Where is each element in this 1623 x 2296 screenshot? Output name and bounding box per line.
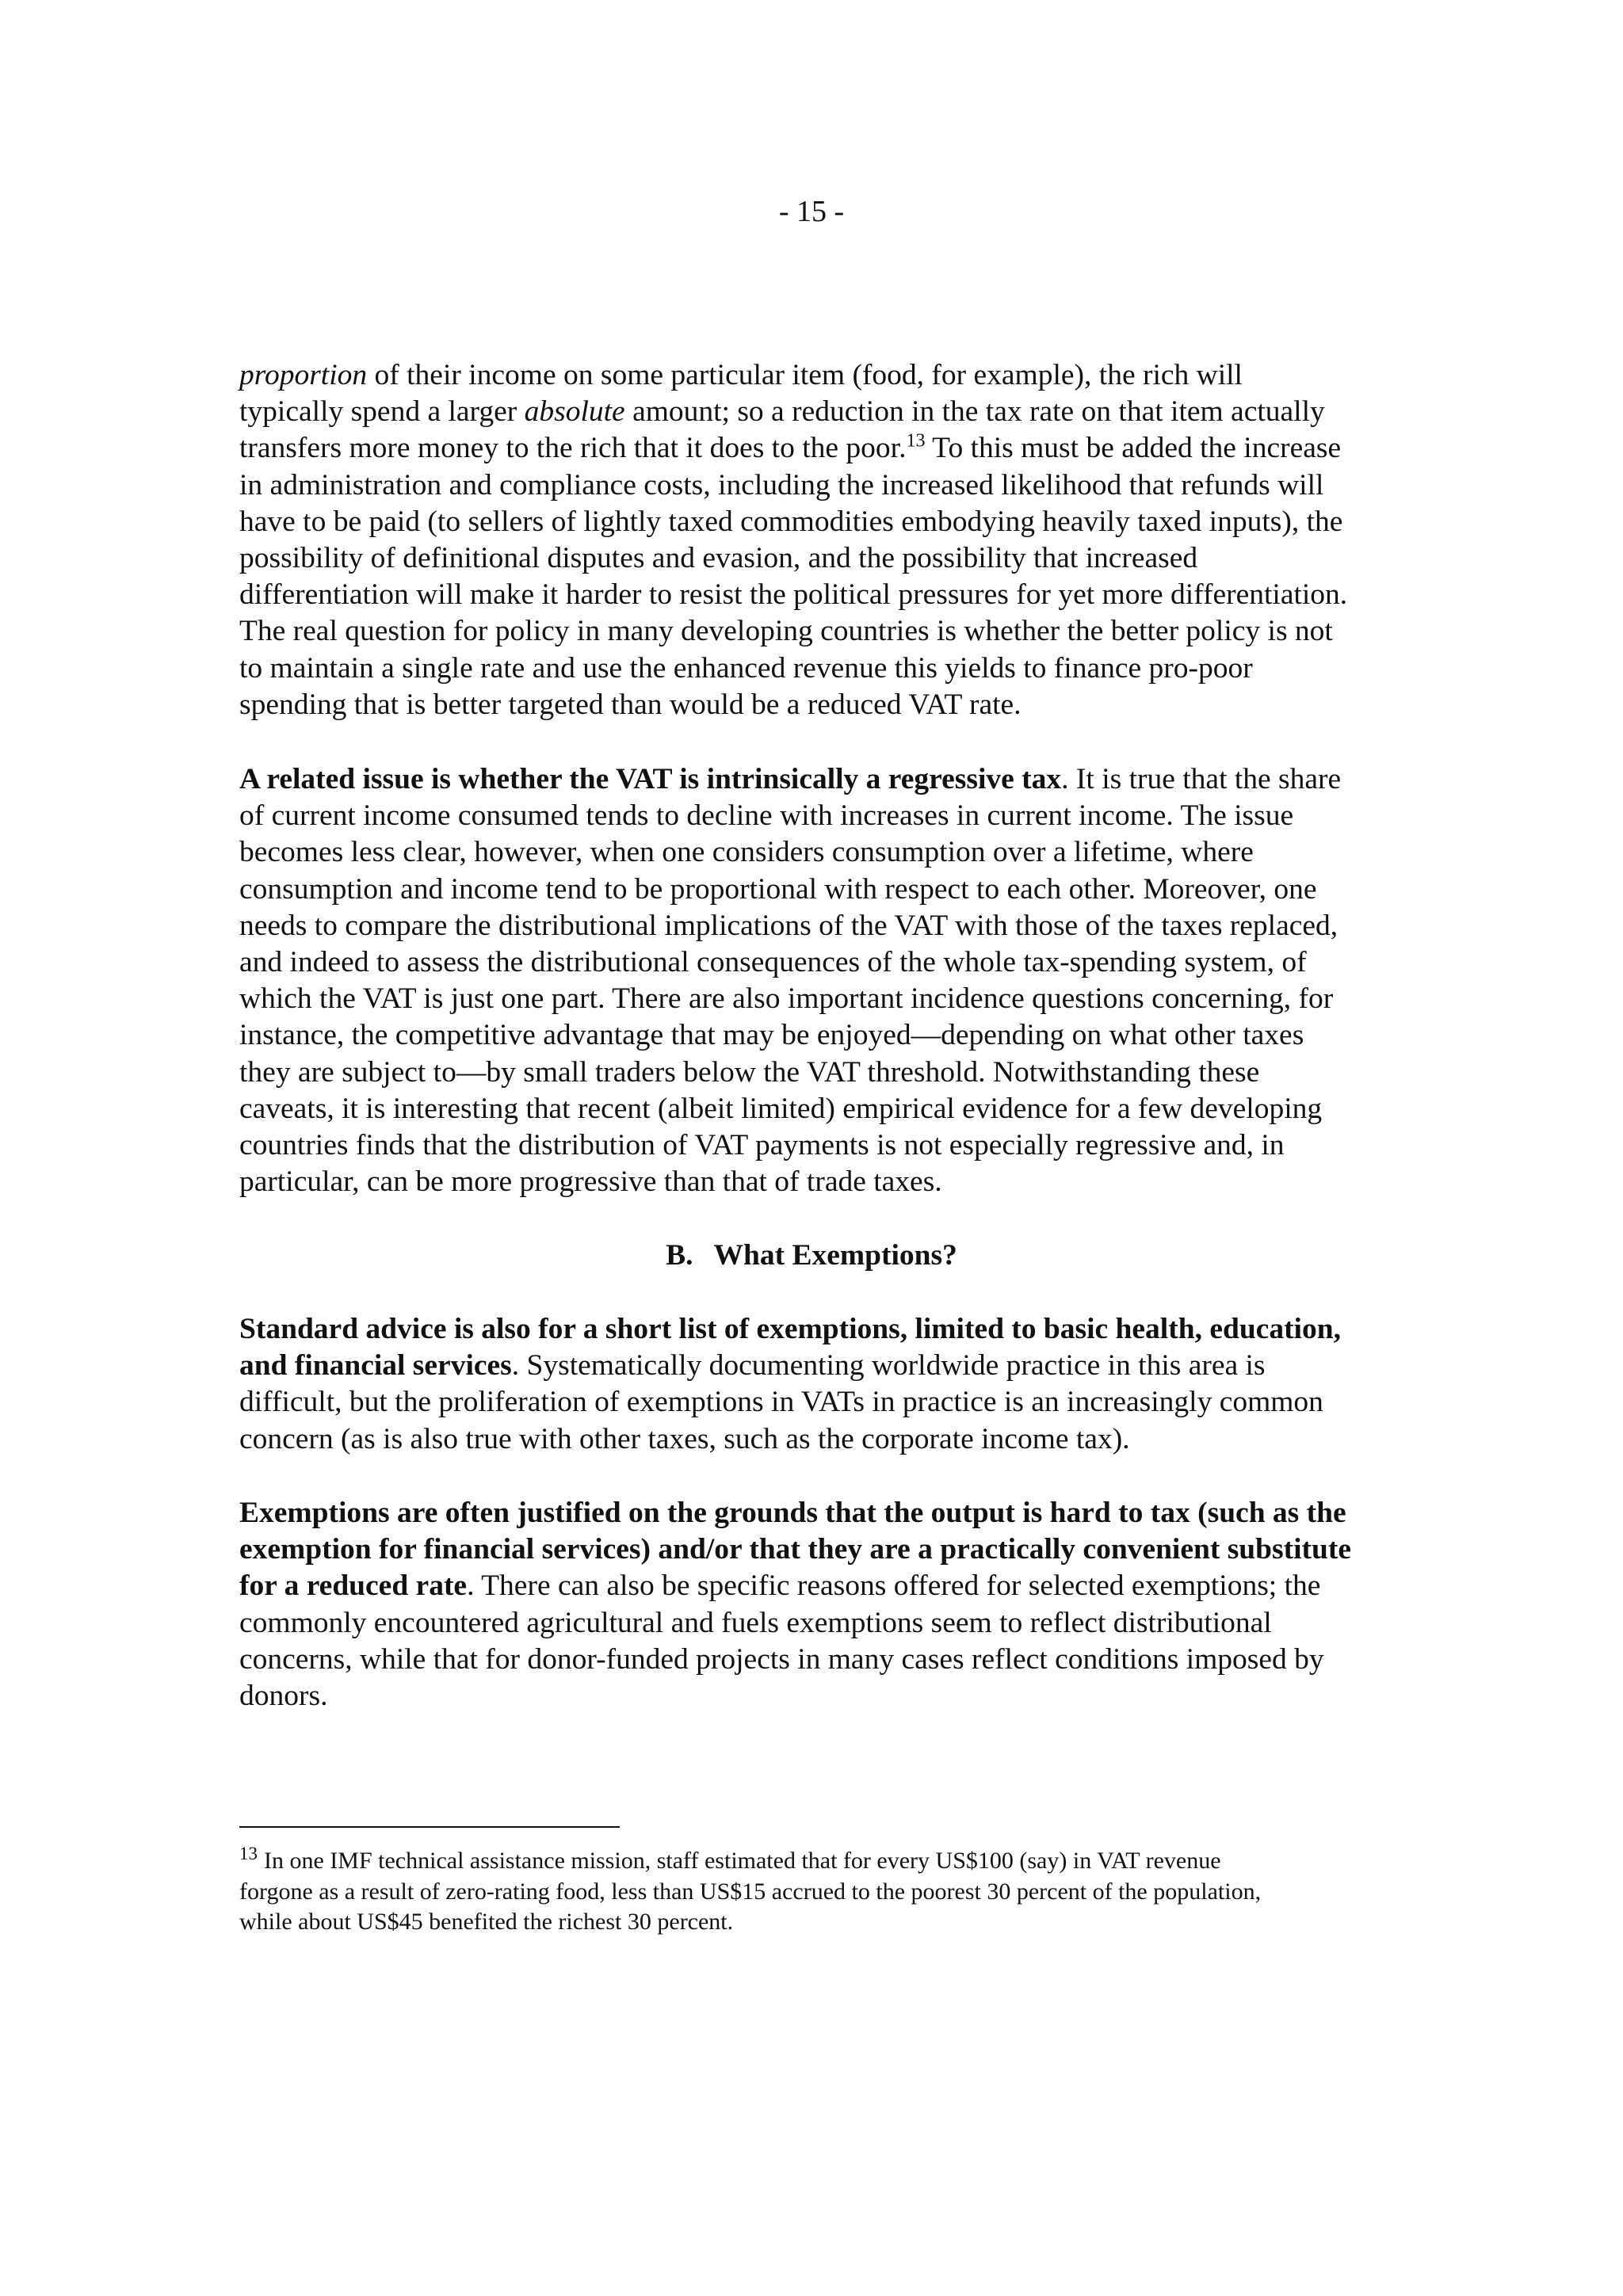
line: possibility of definitional disputes and evasion, and the possibility that increased [239,542,1198,575]
emphasis-absolute: absolute [524,395,625,429]
line: countries finds that the distribution of VAT payments is not especially regressive and, in [239,1129,1285,1162]
line: spending that is better targeted than would be a reduced VAT rate. [239,688,1022,721]
section-letter: B. [666,1239,693,1272]
line: of current income consumed tends to decline with increases in current income. The issue [239,799,1294,833]
footnote-number: 13 [239,1844,258,1863]
footnote-reference[interactable]: 13 [906,430,926,452]
footnote-line: forgone as a result of zero-rating food, less than US$15 accrued to the poorest 30 percent of the population, [239,1878,1262,1905]
line: consumption and income tend to be proportional with respect to each other. Moreover, one [239,872,1317,906]
line: amount; so a reduction in the tax rate on that item actually [624,395,1325,429]
line: donors. [239,1680,328,1713]
lead-sentence: for a reduced rate [239,1569,468,1603]
emphasis-proportion: proportion [239,359,368,391]
line: differentiation will make it harder to resist the political pressures for yet more differentiation. [239,578,1348,612]
line: becomes less clear, however, when one considers consumption over a lifetime, where [239,836,1254,869]
line: particular, can be more progressive than that of trade taxes. [239,1165,942,1199]
line: in administration and compliance costs, including the increased likelihood that refunds will [239,468,1324,502]
line: they are subject to—by small traders below the VAT threshold. Notwithstanding these [239,1055,1260,1089]
lead-sentence: Standard advice is also for a short list of exemptions, limited to basic health, education, [239,1313,1341,1345]
line: caveats, it is interesting that recent (albeit limited) empirical evidence for a few developing [239,1092,1323,1125]
line: To this must be added the increase [925,432,1342,465]
line: concern (as is also true with other taxes, such as the corporate income tax). [239,1422,1130,1455]
line: concerns, while that for donor-funded projects in many cases reflect conditions imposed by [239,1642,1324,1676]
lead-sentence: Exemptions are often justified on the grounds that the output is hard to tax (such as the [239,1497,1346,1529]
line: which the VAT is just one part. There are also important incidence questions concerning, for [239,982,1334,1016]
line: commonly encountered agricultural and fuels exemptions seem to reflect distributional [239,1606,1272,1639]
line: . Systematically documenting worldwide practice in this area is [511,1349,1266,1383]
paragraph-1 [239,357,1444,723]
footnote-13 [239,1846,1444,1938]
line: . It is true that the share [1061,763,1342,795]
line: of their income on some particular item (food, for example), the rich will [367,359,1243,391]
footnote-line: while about US$45 benefited the richest 30 percent. [239,1909,734,1935]
line: difficult, but the proliferation of exemptions in VATs in practice is an increasingly common [239,1386,1323,1419]
line: and indeed to assess the distributional consequences of the whole tax-spending system, of [239,946,1307,979]
line: typically spend a larger [239,395,525,429]
lead-sentence: A related issue is whether the VAT is intrinsically a regressive tax [239,763,1062,795]
paragraph-2 [239,761,1444,1200]
paragraph-3 [239,1311,1444,1458]
line: needs to compare the distributional implications of the VAT with those of the taxes replaced, [239,909,1338,942]
line: to maintain a single rate and use the enhanced revenue this yields to finance pro-poor [239,651,1253,685]
footnote-divider [239,1826,620,1828]
line: have to be paid (to sellers of lightly taxed commodities embodying heavily taxed inputs), the [239,505,1343,538]
lead-sentence: exemption for financial services) and/or that they are a practically convenient substitute [239,1533,1351,1566]
page-number: - 15 - [778,195,845,228]
paragraph-4 [239,1495,1444,1714]
line: transfers more money to the rich that it does to the poor. [239,432,907,465]
line: . There can also be specific reasons offered for selected exemptions; the [467,1569,1321,1603]
lead-sentence: and financial services [239,1349,512,1383]
section-title: What Exemptions? [713,1239,957,1272]
footnote-line: In one IMF technical assistance mission, staff estimated that for every US$100 (say) in VAT revenue [264,1848,1221,1874]
line: instance, the competitive advantage that may be enjoyed—depending on what other taxes [239,1019,1304,1052]
line: The real question for policy in many developing countries is whether the better policy is not [239,615,1333,648]
section-heading [0,1238,1623,1274]
